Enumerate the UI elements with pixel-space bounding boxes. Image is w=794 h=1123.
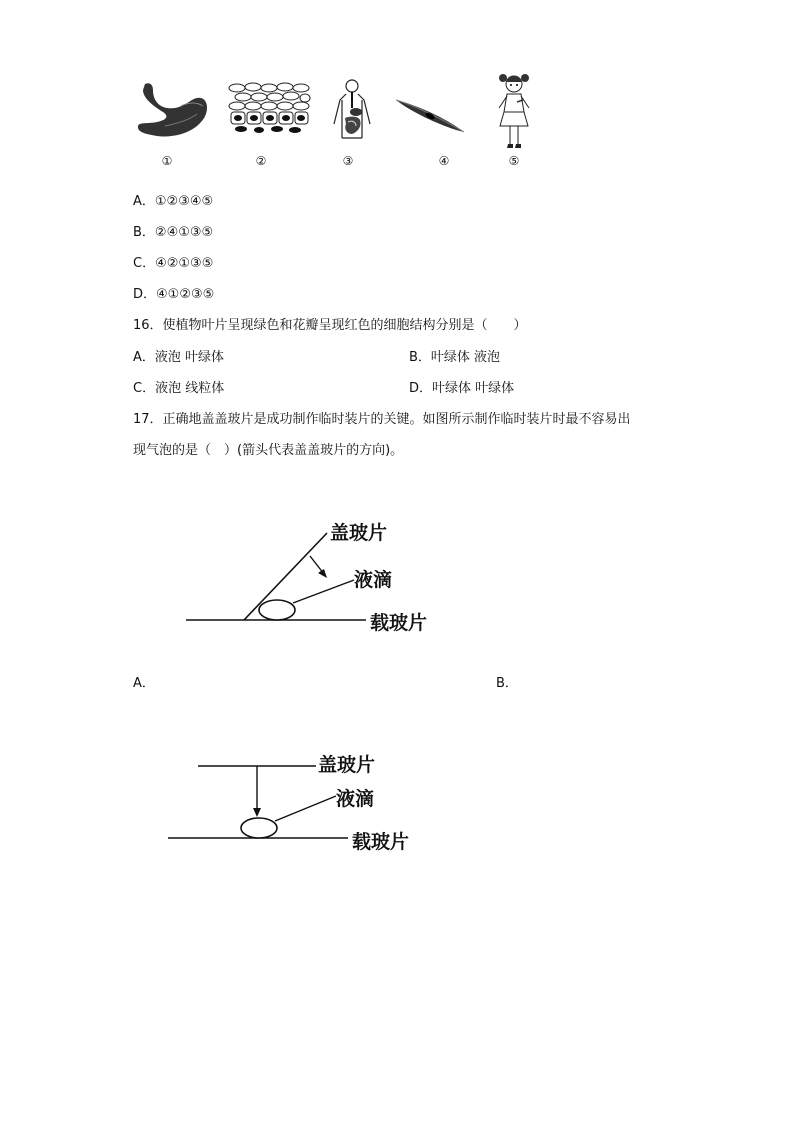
q17-stem-line1: 17．正确地盖盖玻片是成功制作临时装片的关键。如图所示制作临时装片时最不容易出 (133, 412, 631, 427)
figure-label-3: ③ (342, 154, 354, 168)
q16-option-a[interactable]: A．液泡 叶绿体 (133, 350, 225, 365)
q16-stem: 16．使植物叶片呈现绿色和花瓣呈现红色的细胞结构分别是（ ） (133, 318, 527, 333)
q16-option-b[interactable]: B．叶绿体 液泡 (409, 350, 501, 365)
q17-option-b[interactable]: B． (496, 676, 518, 691)
figure-label-1: ① (161, 154, 173, 168)
q15-option-a[interactable]: A．①②③④⑤ (133, 194, 214, 209)
diagram-b-cover-slip-label: 盖玻片 (318, 754, 376, 776)
q15-option-b[interactable]: B．②④①③⑤ (133, 225, 214, 240)
figure-label-4: ④ (438, 154, 450, 168)
diagram-a-droplet-label: 液滴 (354, 569, 393, 591)
diagram-b-droplet-label: 液滴 (336, 788, 375, 810)
diagram-a-slide-label: 载玻片 (370, 612, 428, 634)
q17-option-a[interactable]: A． (133, 676, 155, 691)
q16-option-d[interactable]: D．叶绿体 叶绿体 (409, 381, 515, 396)
figure-label-5: ⑤ (508, 154, 520, 168)
diagram-a-cover-slip-label: 盖玻片 (330, 522, 388, 544)
figure-label-2: ② (255, 154, 267, 168)
q17-stem-line2: 现气泡的是（ ）(箭头代表盖盖玻片的方向)。 (133, 443, 404, 458)
droplet-pointer-b (275, 796, 336, 821)
q15-option-d[interactable]: D．④①②③⑤ (133, 287, 215, 302)
q15-option-c[interactable]: C．④②①③⑤ (133, 256, 214, 271)
droplet-b (241, 818, 277, 838)
arrow-head-b (253, 808, 261, 817)
q16-option-c[interactable]: C．液泡 线粒体 (133, 381, 225, 396)
diagram-b-slide-label: 载玻片 (352, 831, 410, 853)
